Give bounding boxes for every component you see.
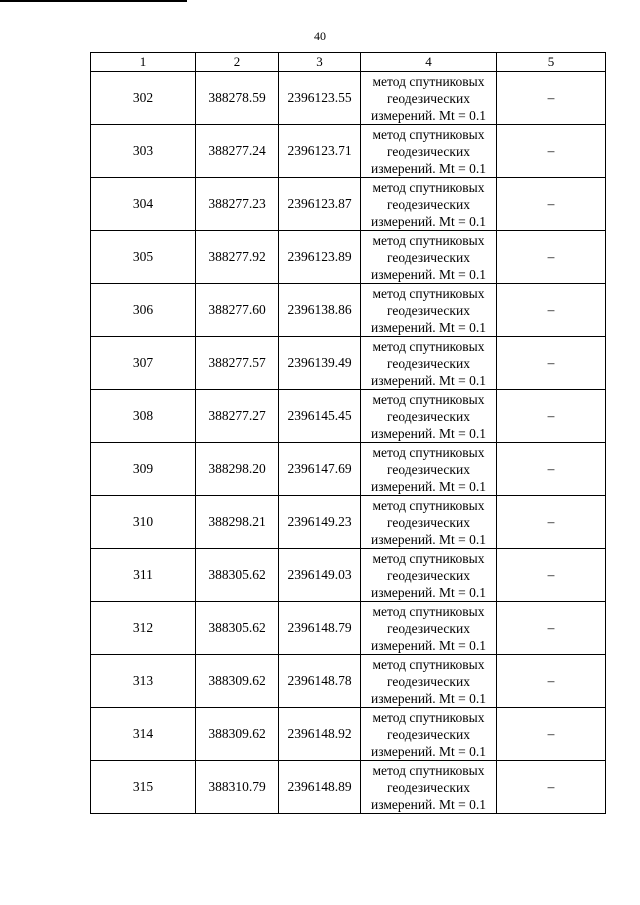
cell-method: метод спутниковых геодезических измерений. Mt = 0.1 (361, 284, 497, 337)
cell-method: метод спутниковых геодезических измерений. Mt = 0.1 (361, 231, 497, 284)
table-body (91, 72, 606, 814)
cell-note: – (497, 655, 606, 708)
cell-point-number: 302 (91, 72, 196, 125)
cell-y-coordinate: 2396123.89 (279, 231, 361, 284)
cell-x-coordinate: 388309.62 (196, 708, 279, 761)
table-row (91, 549, 606, 602)
table-row (91, 178, 606, 231)
cell-point-number: 314 (91, 708, 196, 761)
table-row (91, 602, 606, 655)
cell-x-coordinate: 388298.20 (196, 443, 279, 496)
cell-y-coordinate: 2396123.87 (279, 178, 361, 231)
cell-point-number: 303 (91, 125, 196, 178)
header-row (91, 53, 606, 72)
cell-note: – (497, 496, 606, 549)
cell-method: метод спутниковых геодезических измерений. Mt = 0.1 (361, 761, 497, 814)
cell-note: – (497, 390, 606, 443)
table-row (91, 496, 606, 549)
cell-method: метод спутниковых геодезических измерений. Mt = 0.1 (361, 549, 497, 602)
header-col-3: 3 (279, 53, 361, 72)
table-header (91, 53, 606, 72)
cell-method: метод спутниковых геодезических измерений. Mt = 0.1 (361, 708, 497, 761)
cell-method: метод спутниковых геодезических измерений. Mt = 0.1 (361, 72, 497, 125)
cell-point-number: 311 (91, 549, 196, 602)
table-row (91, 708, 606, 761)
coordinates-table (90, 52, 606, 814)
cell-note: – (497, 443, 606, 496)
cell-method: метод спутниковых геодезических измерений. Mt = 0.1 (361, 602, 497, 655)
cell-x-coordinate: 388277.57 (196, 337, 279, 390)
header-col-5: 5 (497, 53, 606, 72)
cell-note: – (497, 178, 606, 231)
cell-x-coordinate: 388277.27 (196, 390, 279, 443)
cell-note: – (497, 125, 606, 178)
cell-method: метод спутниковых геодезических измерений. Mt = 0.1 (361, 125, 497, 178)
cell-point-number: 305 (91, 231, 196, 284)
cell-x-coordinate: 388309.62 (196, 655, 279, 708)
table-row (91, 284, 606, 337)
cell-y-coordinate: 2396123.71 (279, 125, 361, 178)
cell-point-number: 309 (91, 443, 196, 496)
cell-point-number: 308 (91, 390, 196, 443)
page-number: 40 (314, 29, 326, 43)
cell-note: – (497, 231, 606, 284)
cell-y-coordinate: 2396148.79 (279, 602, 361, 655)
header-col-4: 4 (361, 53, 497, 72)
cell-point-number: 310 (91, 496, 196, 549)
table-row (91, 761, 606, 814)
cell-x-coordinate: 388277.23 (196, 178, 279, 231)
cell-point-number: 313 (91, 655, 196, 708)
cell-x-coordinate: 388305.62 (196, 602, 279, 655)
cell-note: – (497, 337, 606, 390)
cell-y-coordinate: 2396123.55 (279, 72, 361, 125)
header-col-1: 1 (91, 53, 196, 72)
cell-note: – (497, 284, 606, 337)
cell-x-coordinate: 388277.24 (196, 125, 279, 178)
cell-x-coordinate: 388298.21 (196, 496, 279, 549)
table-row (91, 231, 606, 284)
cell-point-number: 306 (91, 284, 196, 337)
cell-note: – (497, 72, 606, 125)
table-row (91, 125, 606, 178)
cell-method: метод спутниковых геодезических измерений. Mt = 0.1 (361, 390, 497, 443)
cell-method: метод спутниковых геодезических измерений. Mt = 0.1 (361, 655, 497, 708)
cell-method: метод спутниковых геодезических измерений. Mt = 0.1 (361, 496, 497, 549)
table-row (91, 390, 606, 443)
cell-y-coordinate: 2396145.45 (279, 390, 361, 443)
cell-note: – (497, 708, 606, 761)
cell-y-coordinate: 2396147.69 (279, 443, 361, 496)
table-row (91, 655, 606, 708)
cell-y-coordinate: 2396148.89 (279, 761, 361, 814)
cell-y-coordinate: 2396148.78 (279, 655, 361, 708)
cell-point-number: 315 (91, 761, 196, 814)
cell-y-coordinate: 2396149.23 (279, 496, 361, 549)
table-row (91, 337, 606, 390)
cell-x-coordinate: 388310.79 (196, 761, 279, 814)
cell-y-coordinate: 2396148.92 (279, 708, 361, 761)
cell-note: – (497, 761, 606, 814)
cell-x-coordinate: 388305.62 (196, 549, 279, 602)
cell-method: метод спутниковых геодезических измерений. Mt = 0.1 (361, 337, 497, 390)
cell-x-coordinate: 388277.92 (196, 231, 279, 284)
cell-x-coordinate: 388277.60 (196, 284, 279, 337)
cell-point-number: 307 (91, 337, 196, 390)
cell-method: метод спутниковых геодезических измерений. Mt = 0.1 (361, 178, 497, 231)
cell-method: метод спутниковых геодезических измерений. Mt = 0.1 (361, 443, 497, 496)
cell-point-number: 304 (91, 178, 196, 231)
top-left-rule (0, 0, 187, 2)
cell-y-coordinate: 2396138.86 (279, 284, 361, 337)
table-row (91, 443, 606, 496)
cell-y-coordinate: 2396139.49 (279, 337, 361, 390)
cell-y-coordinate: 2396149.03 (279, 549, 361, 602)
cell-note: – (497, 602, 606, 655)
table-row (91, 72, 606, 125)
header-col-2: 2 (196, 53, 279, 72)
cell-point-number: 312 (91, 602, 196, 655)
cell-note: – (497, 549, 606, 602)
cell-x-coordinate: 388278.59 (196, 72, 279, 125)
